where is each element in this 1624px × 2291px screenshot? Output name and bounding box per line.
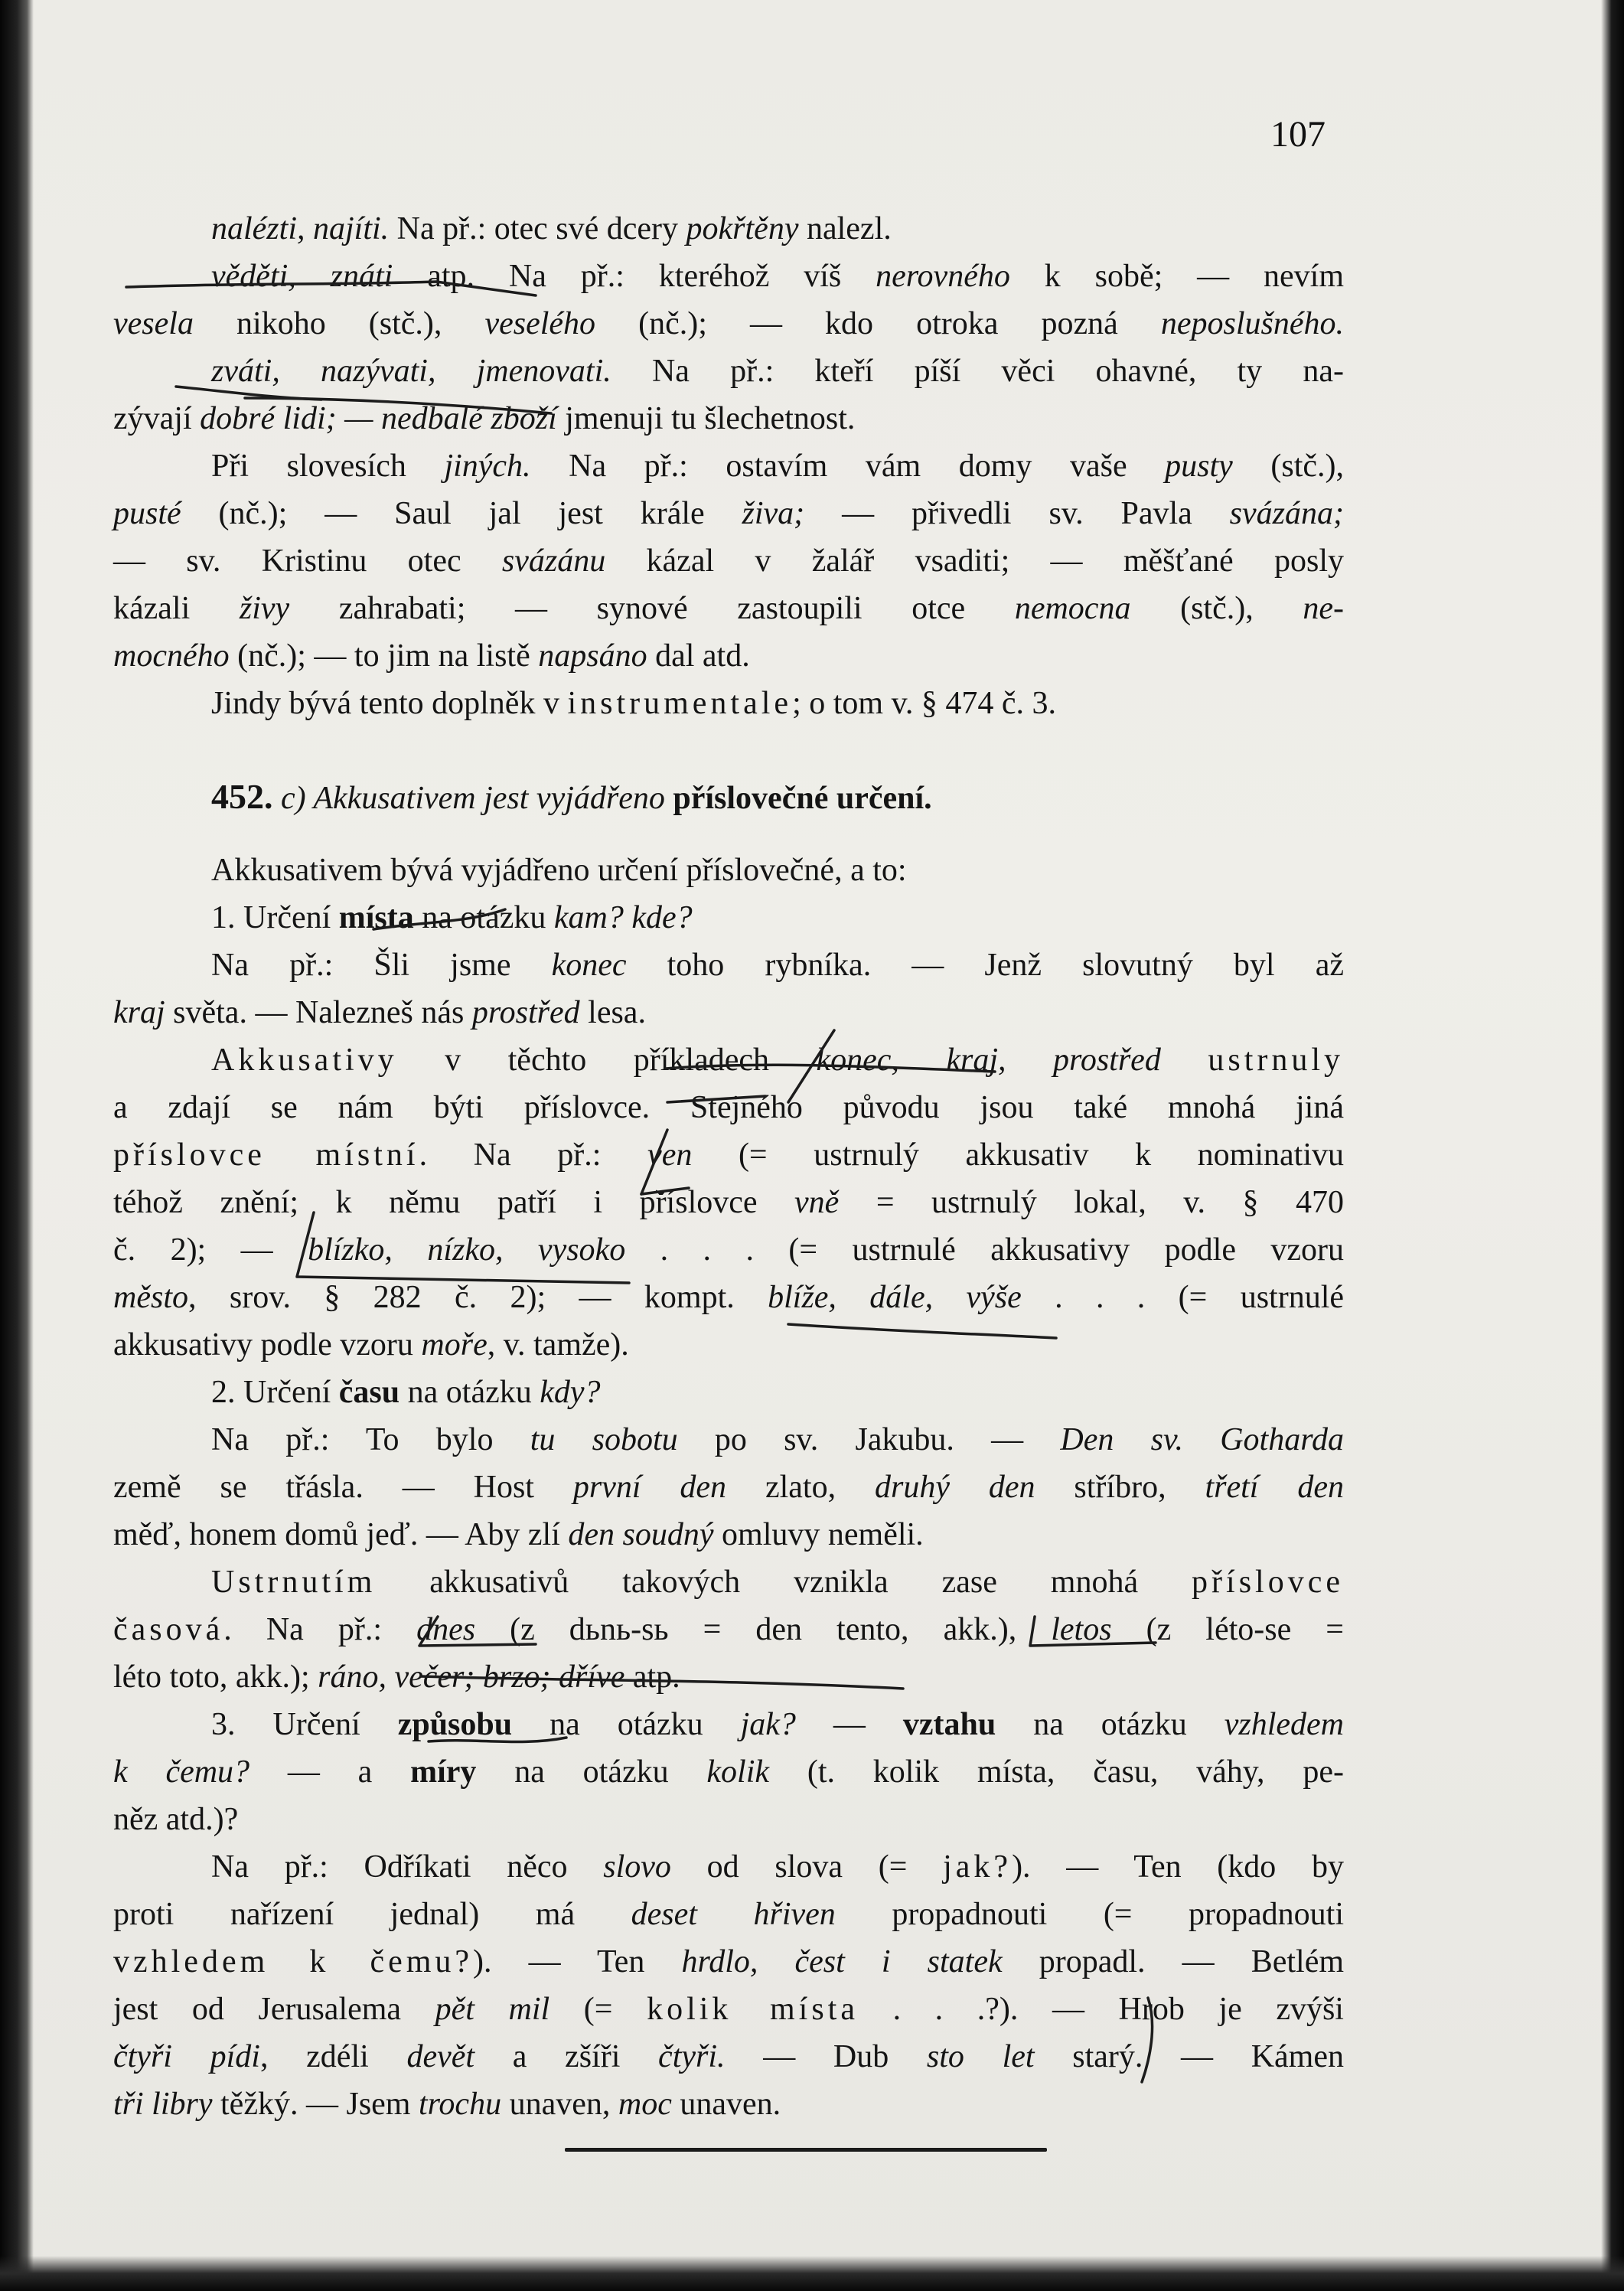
text-run: kázal v žalář vsaditi; — měšťané posly <box>605 543 1345 579</box>
scan-edge-bottom <box>0 2256 1624 2291</box>
text-run: napsáno <box>538 638 647 674</box>
text-run: ). — Ten <box>473 1944 682 1979</box>
text-run: nalézti, najíti. <box>211 211 390 246</box>
text-run: příslovce <box>1192 1565 1344 1600</box>
text-line <box>113 300 1344 348</box>
text-run: . . . (= ustrnulé <box>1021 1280 1345 1315</box>
text-run: toho rybníka. — Jenž slovutný byl až <box>626 948 1344 983</box>
text-run: Na př.: To bylo <box>211 1422 530 1457</box>
text-run: vesela <box>113 306 194 341</box>
text-run: těžký. — Jsem <box>212 2087 419 2122</box>
text-run: jest od Jerusalema <box>113 1992 435 2027</box>
text-run: (= <box>549 1992 647 2027</box>
text-run: druhý den <box>874 1470 1035 1505</box>
text-run: způsobu <box>397 1707 513 1742</box>
text-run: dal atd. <box>647 638 750 674</box>
text-run <box>273 781 282 816</box>
text-run: vně <box>794 1185 840 1220</box>
text-run: č. 2); — <box>113 1232 308 1268</box>
text-run: ráno, večer; brzo; dříve <box>318 1660 625 1695</box>
text-run: 3. Určení <box>211 1707 398 1742</box>
text-run: (= ustrnulý akkusativ k nominativu <box>692 1137 1344 1173</box>
text-run: stříbro, <box>1035 1470 1205 1505</box>
text-run: časová <box>113 1612 224 1647</box>
text-run: — a <box>249 1754 411 1790</box>
text-run: ). — Ten (kdo by <box>1012 1849 1345 1885</box>
text-run: (nč.); — to jim na listě <box>229 638 539 674</box>
text-run: 2. Určení <box>211 1375 339 1410</box>
text-run: po sv. Jakubu. — <box>677 1422 1061 1457</box>
text-run: — <box>795 1707 903 1742</box>
text-run: Na př.: ostavím vám domy vaše <box>530 449 1166 484</box>
text-run: devět <box>406 2039 475 2074</box>
text-run: zváti, nazývati, jmenovati. <box>211 354 611 389</box>
text-line <box>113 894 1344 942</box>
text-run: (z léto-se = <box>1111 1612 1344 1647</box>
text-run: léto toto, akk.); <box>113 1660 318 1695</box>
text-run: jiných. <box>444 449 531 484</box>
text-run: věděti, znáti <box>211 259 393 294</box>
text-run: pusté <box>113 496 181 531</box>
text-line <box>113 205 1344 253</box>
text-line <box>113 1558 1344 1606</box>
text-run: Akkusativy <box>211 1043 398 1078</box>
text-run: = ustrnulý lokal, v. § 470 <box>839 1185 1344 1220</box>
text-run: ne- <box>1303 591 1344 626</box>
text-run: čtyři. <box>658 2039 726 2074</box>
text-run: instrumentale <box>567 686 793 721</box>
text-run: Na př.: Šli jsme <box>211 948 552 983</box>
text-run: k čemu? <box>113 1754 250 1790</box>
text-run: pokřtěny <box>686 211 799 246</box>
text-run: unaven, <box>501 2087 618 2122</box>
text-run: akkusativů takových vznikla zase mnohá <box>376 1565 1192 1600</box>
text-run: Na př.: Odříkati něco <box>211 1849 604 1885</box>
text-run: veselého <box>484 306 596 341</box>
text-run <box>665 781 673 816</box>
text-run: zývají <box>113 401 201 436</box>
text-run <box>1161 1043 1208 1078</box>
closing-rule <box>565 2148 1047 2152</box>
text-run: nemocna <box>1014 591 1131 626</box>
text-run: živa; <box>742 496 805 531</box>
text-line <box>113 1416 1344 1464</box>
text-line <box>113 442 1344 490</box>
text-run: pět mil <box>435 1992 550 2027</box>
text-run: lesa. <box>579 995 646 1030</box>
text-run: (stč.), <box>1232 449 1344 484</box>
text-run: Na př.: otec své dcery <box>389 211 686 246</box>
text-run: akkusativy podle vzoru <box>113 1327 422 1363</box>
text-run: Ustrnutím <box>211 1565 377 1600</box>
text-run: unaven. <box>671 2087 781 2122</box>
text-line <box>113 1036 1344 1084</box>
text-run: 1. Určení <box>211 900 339 935</box>
text-run: (z dьnь-sь = den tento, akk.), <box>475 1612 1052 1647</box>
text-run: město <box>113 1280 188 1315</box>
text-line <box>113 1274 1344 1321</box>
text-run: atp. <box>624 1660 680 1695</box>
text-run: . Na př.: <box>419 1137 648 1173</box>
text-run: míry <box>410 1754 477 1790</box>
text-run: na otázku <box>399 1375 540 1410</box>
text-run: starý. — Kámen <box>1034 2039 1344 2074</box>
text-run: propadl. — Betlém <box>1002 1944 1345 1979</box>
text-run: kraj <box>113 995 165 1030</box>
text-line <box>113 1321 1344 1369</box>
text-run: omluvy neměli. <box>713 1517 924 1552</box>
text-run: první den <box>572 1470 727 1505</box>
text-run: — Dub <box>725 2039 927 2074</box>
text-line <box>113 2033 1344 2081</box>
text-run: , v. tamže). <box>487 1327 629 1363</box>
text-line <box>113 253 1344 300</box>
text-run: Akkusativem bývá vyjádřeno určení příslovečné, a to: <box>211 853 907 888</box>
text-run: blíže, dále, výše <box>768 1280 1022 1315</box>
text-run: trochu <box>418 2087 502 2122</box>
text-run: mocného <box>113 638 230 674</box>
text-run: v těchto příkladech <box>397 1043 817 1078</box>
text-line <box>113 1891 1344 1938</box>
text-run: živy <box>239 591 290 626</box>
text-run: svázánu <box>501 543 606 579</box>
text-run: něz atd.)? <box>113 1802 239 1837</box>
text-line <box>113 1606 1344 1653</box>
text-run: atp. Na př.: kteréhož víš <box>393 259 876 294</box>
text-run: . Na př.: <box>223 1612 417 1647</box>
text-run: moc <box>618 2087 672 2122</box>
text-line <box>113 1464 1344 1511</box>
text-run: zahrabati; — synové zastoupili otce <box>289 591 1015 626</box>
text-run: moře <box>421 1327 488 1363</box>
text-line <box>113 1084 1344 1131</box>
text-line <box>113 348 1344 395</box>
text-run: (t. kolik místa, času, váhy, pe- <box>769 1754 1344 1790</box>
text-run: času <box>338 1375 400 1410</box>
text-run: slovo <box>603 1849 671 1885</box>
text-line <box>113 1938 1344 1986</box>
text-run: prostřed <box>471 995 580 1030</box>
text-run: měď, honem domů jeď. — Aby zlí <box>113 1517 569 1552</box>
text-run: od slova (= <box>670 1849 944 1885</box>
text-run: a zšíři <box>474 2039 659 2074</box>
text-line <box>113 1511 1344 1558</box>
text-line <box>113 1796 1344 1843</box>
text-line <box>113 680 1344 727</box>
text-run: Den sv. Gotharda <box>1060 1422 1345 1457</box>
text-run: Při slovesích <box>211 449 445 484</box>
text-line <box>113 773 1344 821</box>
text-line <box>113 1701 1344 1748</box>
text-run: kolik místa <box>647 1992 859 2027</box>
text-run: proti nařízení jednal) má <box>113 1897 631 1932</box>
text-line <box>113 1369 1344 1416</box>
text-run: . . . (= ustrnulé akkusativy podle vzoru <box>625 1232 1345 1268</box>
text-run: kdy? <box>540 1375 601 1410</box>
text-run: (nč.); — kdo otroka pozná <box>595 306 1161 341</box>
text-run: neposlušného. <box>1160 306 1344 341</box>
text-run: vzhledem <box>1224 1707 1345 1742</box>
text-line <box>113 1748 1344 1796</box>
text-run: kam? kde? <box>553 900 693 935</box>
text-line <box>113 1226 1344 1274</box>
text-run: Jindy bývá tento doplněk v <box>211 686 568 721</box>
text-line <box>113 1653 1344 1701</box>
text-run: ustrnuly <box>1208 1043 1345 1078</box>
scan-edge-right <box>1601 0 1624 2291</box>
text-run: na otázku <box>512 1707 741 1742</box>
text-run: zlato, <box>726 1470 875 1505</box>
text-run: tu sobotu <box>530 1422 678 1457</box>
text-run: deset hřiven <box>631 1897 836 1932</box>
text-line <box>113 1843 1344 1891</box>
text-run: světa. — Nalezneš nás <box>165 995 472 1030</box>
text-line <box>113 942 1344 989</box>
text-run: svázána; <box>1229 496 1344 531</box>
text-line <box>113 632 1344 680</box>
text-line <box>113 989 1344 1036</box>
text-run: nikoho (stč.), <box>193 306 485 341</box>
text-line <box>113 847 1344 894</box>
text-run: dnes <box>416 1612 476 1647</box>
text-run: konec <box>551 948 627 983</box>
page-number: 107 <box>1270 114 1326 155</box>
text-run: propadnouti (= propadnouti <box>835 1897 1344 1932</box>
text-run: na otázku <box>996 1707 1225 1742</box>
text-run: jak? <box>740 1707 796 1742</box>
text-run: kolik <box>706 1754 770 1790</box>
text-line <box>113 585 1344 632</box>
text-run: čtyři pídi <box>113 2039 260 2074</box>
text-run: k sobě; — nevím <box>1009 259 1344 294</box>
text-line <box>113 2081 1344 2128</box>
text-run: pusty <box>1165 449 1233 484</box>
text-line <box>113 1131 1344 1179</box>
text-run: ven <box>647 1137 693 1173</box>
text-run: dobré lidi; — nedbalé zboží <box>200 401 557 436</box>
text-run: nalezl. <box>798 211 892 246</box>
text-run: — přivedli sv. Pavla <box>804 496 1230 531</box>
text-run: téhož znění; k němu patří i příslovce <box>113 1185 795 1220</box>
text-run: sto let <box>926 2039 1035 2074</box>
text-run: země se třásla. — Host <box>113 1470 573 1505</box>
text-run: Na př.: kteří píší věci ohavné, ty na- <box>611 354 1344 389</box>
text-run: vztahu <box>902 1707 996 1742</box>
text-line <box>113 395 1344 442</box>
text-line <box>113 1179 1344 1226</box>
text-run: jak? <box>943 1849 1013 1885</box>
text-run: (stč.), <box>1130 591 1303 626</box>
text-run: letos <box>1051 1612 1112 1647</box>
text-run: vzhledem k čemu? <box>113 1944 474 1979</box>
text-run: c) Akkusativem jest vyjádřeno <box>281 781 665 816</box>
text-run: , zdéli <box>259 2039 407 2074</box>
text-run: a zdají se nám býti příslovce. Stejného původu jsou také mnohá jiná <box>113 1090 1344 1125</box>
text-run: kázali <box>113 591 240 626</box>
text-run: den soudný <box>568 1517 714 1552</box>
text-run: místa <box>338 900 414 935</box>
text-line <box>113 490 1344 537</box>
text-run: , srov. § 282 č. 2); — kompt. <box>188 1280 768 1315</box>
text-run: příslovečné určení. <box>673 781 932 816</box>
text-run: jmenuji tu šlechetnost. <box>556 401 856 436</box>
text-run: blízko, nízko, vysoko <box>308 1232 626 1268</box>
text-run: tři libry <box>113 2087 213 2122</box>
text-run: na otázku <box>476 1754 707 1790</box>
text-run: 452. <box>211 777 273 816</box>
text-run: třetí den <box>1205 1470 1344 1505</box>
text-run: hrdlo, čest i statek <box>681 1944 1003 1979</box>
text-run: . . .?). — Hrob je zvýši <box>858 1992 1344 2027</box>
text-run: (nč.); — Saul jal jest krále <box>181 496 742 531</box>
text-run: ; o tom v. § 474 č. 3. <box>792 686 1056 721</box>
text-run: na otázku <box>413 900 554 935</box>
scan-edge-left <box>0 0 34 2291</box>
text-run: nerovného <box>876 259 1010 294</box>
text-run: konec, kraj, prostřed <box>816 1043 1161 1078</box>
text-run: — sv. Kristinu otec <box>113 543 502 579</box>
text-line <box>113 537 1344 585</box>
body-text <box>113 205 1344 2128</box>
text-run: příslovce místní <box>113 1137 419 1173</box>
text-line <box>113 1986 1344 2033</box>
